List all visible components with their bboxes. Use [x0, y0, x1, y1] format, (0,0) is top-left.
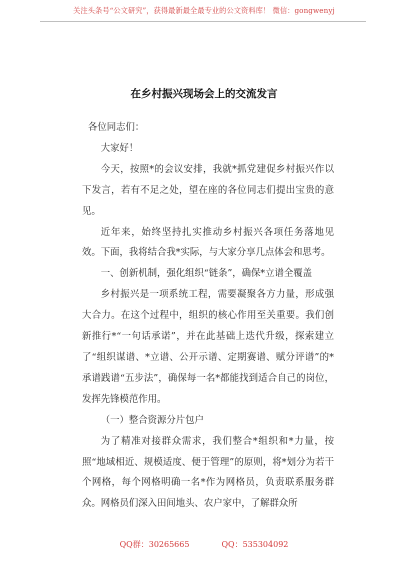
- section-heading: 一、创新机制，强化组织“链条”，确保*立谱全覆盖: [100, 268, 312, 280]
- document-title: 在乡村振兴现场会上的交流发言: [130, 88, 278, 100]
- document-body: [82, 118, 334, 515]
- subsection-heading: （一）整合资源分片包户: [100, 414, 204, 426]
- page-header: [0, 0, 408, 30]
- body-paragraph: 今天，按照*的会议安排，我就*抓党建促乡村振兴作以下发言，若有不足之处，望在座的各位同志们提出宝贵的意见。: [82, 163, 334, 217]
- footer-qq-group: QQ群：30265665: [119, 540, 190, 549]
- body-paragraph: 为了精准对接群众需求，我们整合*组织和*力量，按照“地域相近、规模适度、便于管理”的原则，将*划分为若干个网格，每个网格明确一名*作为网格员，负责联系服务群众。网格员们深入田间地头、农户家中，了解群众所: [82, 435, 334, 510]
- body-paragraph: 近年来，始终坚持扎实推动乡村振兴各项任务落地见效。下面，我将结合我*实际，与大家分享几点体会和思考。: [82, 226, 334, 259]
- greeting: 大家好！: [100, 142, 139, 154]
- footer-qq-number: QQ：535304092: [221, 540, 289, 549]
- salutation: 各位同志们：: [88, 122, 145, 133]
- header-promo-text: 关注头条号“公文研究”，获得最新最全最专业的公文资料库！ 微信：gongwenyj: [73, 6, 335, 15]
- page-footer: [0, 539, 408, 550]
- header-divider: [40, 21, 366, 22]
- body-paragraph: 乡村振兴是一项系统工程，需要凝聚各方力量，形成强大合力。在这个过程中，组织的核心作用至关重要。我们创新推行*“一句话承诺”，并在此基础上迭代升级，探索建立了“组织谋谱、*立谱、公开示谱、定期赛谱、赋分评谱”的*承谱践谱“五步法”，确保每一名*都能找到适合自己的岗位，发挥先锋模范作用。: [82, 289, 334, 405]
